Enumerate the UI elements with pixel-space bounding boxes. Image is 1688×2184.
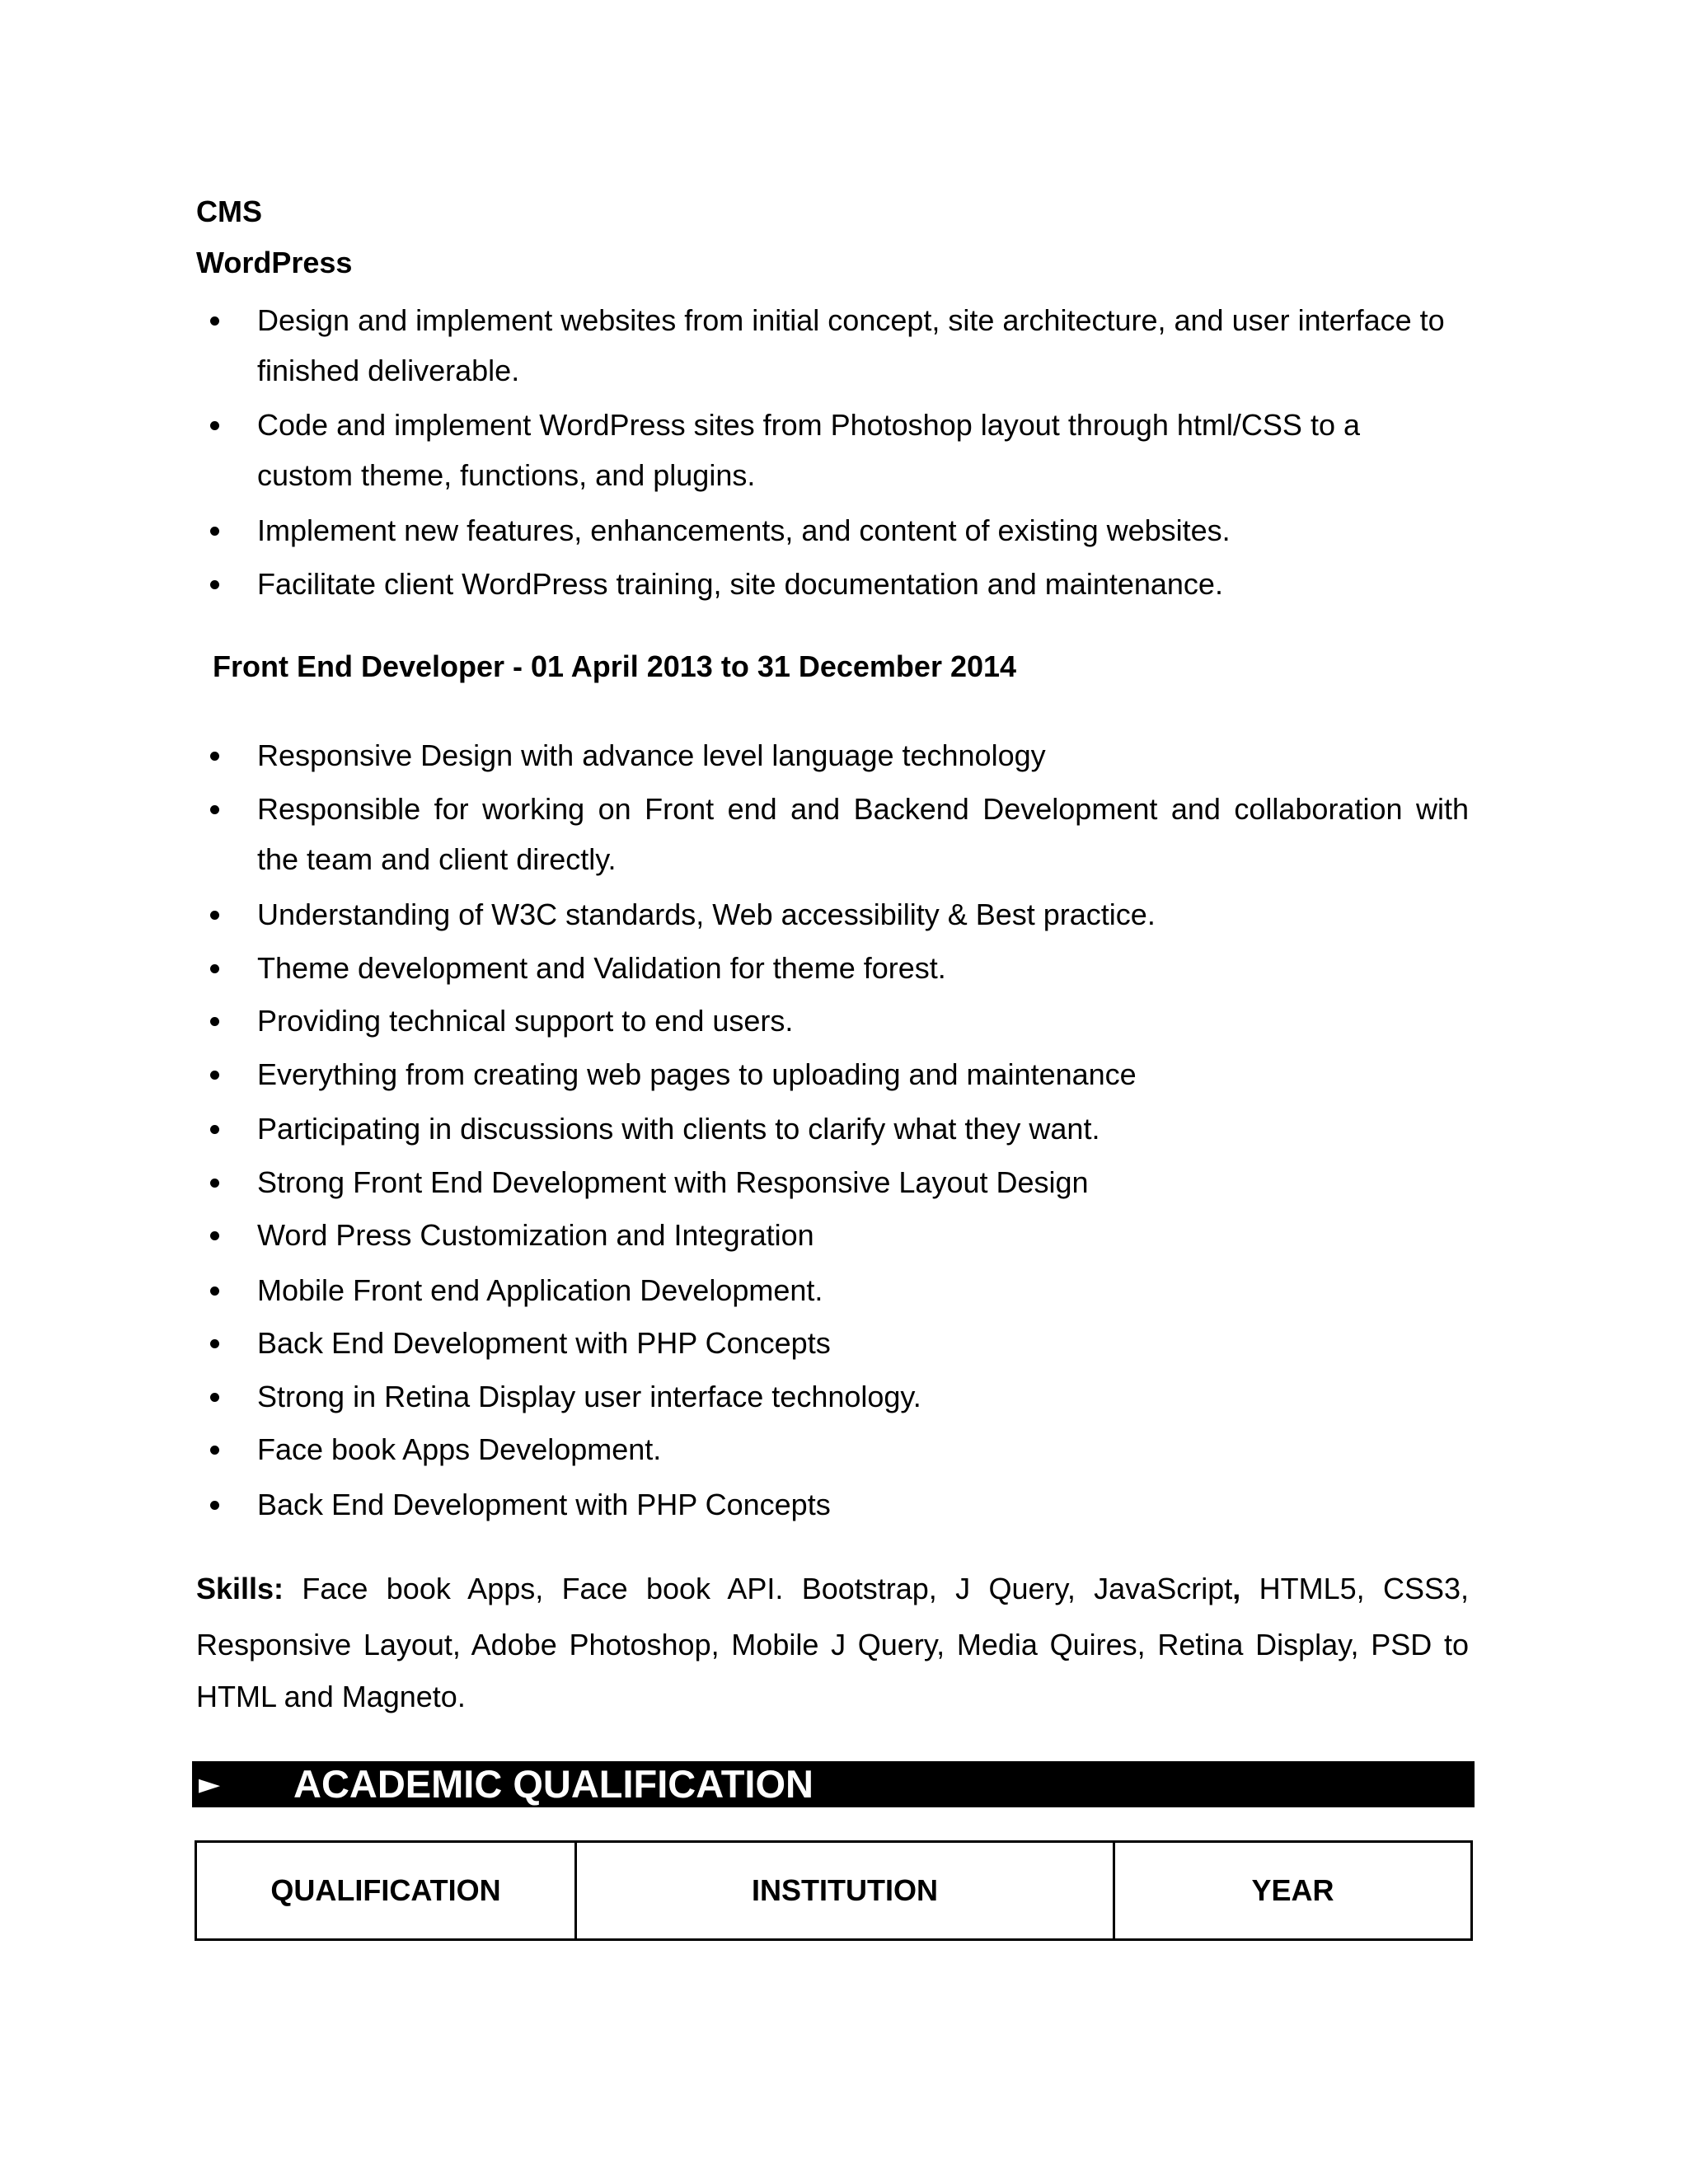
list-item-text: Theme development and Validation for theme forest. (257, 951, 946, 985)
list-item-text: Word Press Customization and Integration (257, 1218, 814, 1252)
bullet-icon (210, 1017, 219, 1026)
skills-text: Face book Apps, Face book API. Bootstrap, J Query, JavaScript (302, 1572, 1233, 1605)
job-title: Front End Developer - 01 April 2013 to 31 December 2014 (213, 649, 1017, 683)
skills-line-2: Responsive Layout, Adobe Photoshop, Mobile J Query, Media Quires, Retina Display, PSD to (196, 1628, 1469, 1661)
list-item-text: Providing technical support to end users. (257, 1004, 794, 1038)
list-item-text: Mobile Front end Application Development. (257, 1273, 823, 1307)
list-item-text: Facilitate client WordPress training, site documentation and maintenance. (257, 567, 1223, 601)
bullet-icon (210, 1446, 219, 1455)
arrow-right-icon: ► (199, 1768, 221, 1801)
bullet-icon (210, 1179, 219, 1188)
year-column-header: YEAR (1114, 1842, 1472, 1940)
bullet-icon (210, 964, 219, 973)
list-item-text-continued: custom theme, functions, and plugins. (257, 458, 756, 492)
bullet-icon (210, 527, 219, 536)
list-item-text: Face book Apps Development. (257, 1432, 662, 1466)
skills-label: Skills: (196, 1572, 284, 1605)
bullet-icon (210, 911, 219, 920)
institution-column-header: INSTITUTION (576, 1842, 1114, 1940)
list-item-text: Back End Development with PHP Concepts (257, 1488, 831, 1521)
qualification-column-header: QUALIFICATION (196, 1842, 576, 1940)
bullet-icon (210, 1339, 219, 1348)
bullet-icon (210, 421, 219, 430)
list-item-text: Strong in Retina Display user interface technology. (257, 1380, 921, 1413)
list-item-text: Code and implement WordPress sites from Photoshop layout through html/CSS to a (257, 408, 1360, 442)
table-header-row (196, 1842, 1472, 1940)
qualification-table (195, 1840, 1473, 1941)
bullet-icon (210, 1286, 219, 1296)
list-item-text: Understanding of W3C standards, Web accessibility & Best practice. (257, 898, 1156, 931)
list-item-text: Participating in discussions with clients to clarify what they want. (257, 1112, 1100, 1146)
academic-section-title: ACADEMIC QUALIFICATION (293, 1762, 814, 1806)
skills-text-end: HTML5, CSS3, (1259, 1572, 1469, 1605)
skills-line-3: HTML and Magneto. (196, 1680, 466, 1713)
list-item-text: Back End Development with PHP Concepts (257, 1326, 831, 1360)
bullet-icon (210, 1231, 219, 1240)
skills-bold-comma: , (1232, 1572, 1241, 1605)
bullet-icon (210, 580, 219, 589)
list-item-text: Strong Front End Development with Responsive Layout Design (257, 1165, 1089, 1199)
bullet-icon (210, 1393, 219, 1402)
academic-section-header (192, 1761, 1475, 1807)
bullet-icon (210, 805, 219, 814)
list-item-text: Design and implement websites from initial concept, site architecture, and user interface to (257, 303, 1445, 337)
list-item-text: Everything from creating web pages to uploading and maintenance (257, 1057, 1137, 1091)
bullet-icon (210, 1501, 219, 1510)
list-item-text: Implement new features, enhancements, and content of existing websites. (257, 513, 1231, 547)
bullet-icon (210, 1071, 219, 1080)
wordpress-heading: WordPress (196, 246, 353, 279)
bullet-icon (210, 316, 219, 326)
list-item-text-continued: finished deliverable. (257, 354, 520, 387)
cms-heading: CMS (196, 194, 262, 228)
bullet-icon (210, 1125, 219, 1134)
skills-line-1 (196, 1571, 1469, 1607)
bullet-icon (210, 752, 219, 761)
list-item-text-continued: the team and client directly. (257, 842, 617, 876)
list-item-text: Responsive Design with advance level language technology (257, 738, 1046, 772)
list-item-text: Responsible for working on Front end and Backend Development and collaboration with (257, 792, 1469, 826)
